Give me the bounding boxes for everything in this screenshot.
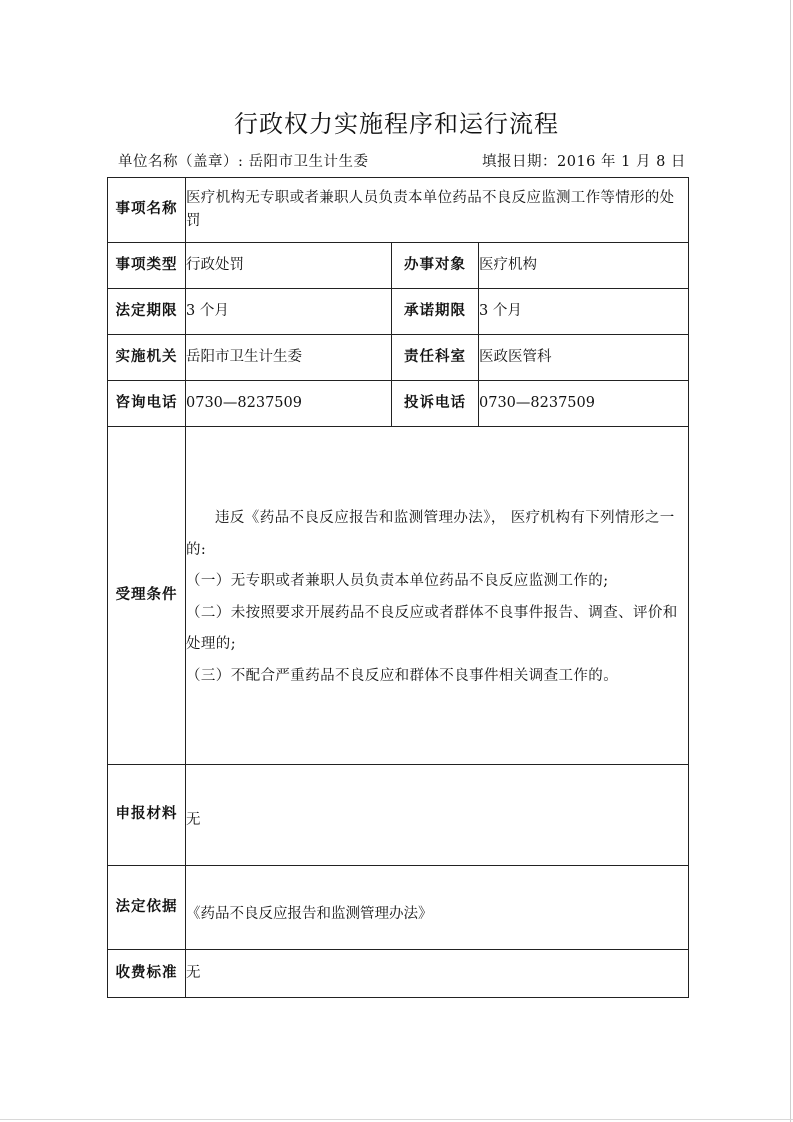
materials-label: 申报材料 xyxy=(108,765,186,866)
condition-item-2: （二）未按照要求开展药品不良反应或者群体不良事件报告、调查、评价和处理的; xyxy=(186,604,678,652)
promised-period-label: 承诺期限 xyxy=(392,289,479,335)
target-value: 医疗机构 xyxy=(479,243,689,289)
consult-phone-label: 咨询电话 xyxy=(108,381,186,427)
promised-period-value: 3 个月 xyxy=(479,289,689,335)
legal-basis-cell xyxy=(186,866,689,950)
info-table xyxy=(107,177,689,998)
condition-item-3: （三）不配合严重药品不良反应和群体不良事件相关调查工作的。 xyxy=(186,667,619,684)
conditions-value xyxy=(186,427,689,765)
row-legal-basis xyxy=(108,866,689,950)
condition-item-1: （一）无专职或者兼职人员负责本单位药品不良反应监测工作的; xyxy=(186,573,609,589)
fill-date: 填报日期：2016 年 1 月 8 日 xyxy=(482,154,686,170)
conditions-label: 受理条件 xyxy=(108,427,186,765)
complaint-phone-value: 0730—8237509 xyxy=(479,381,689,427)
legal-basis-value: 《药品不良反应报告和监测管理办法》 xyxy=(186,905,433,922)
row-item-type xyxy=(108,243,689,289)
materials-value: 无 xyxy=(186,812,201,829)
legal-period-value: 3 个月 xyxy=(186,289,392,335)
agency-value: 岳阳市卫生计生委 xyxy=(186,335,392,381)
row-agency xyxy=(108,335,689,381)
materials-cell xyxy=(186,765,689,866)
page-edge-bottom xyxy=(0,1119,793,1120)
department-value: 医政医管科 xyxy=(479,335,689,381)
row-conditions xyxy=(108,427,689,765)
row-fee xyxy=(108,950,689,998)
unit-name: 单位名称（盖章）: 岳阳市卫生计生委 xyxy=(118,154,369,170)
row-item-name xyxy=(108,178,689,243)
condition-intro: 违反《药品不良反应报告和监测管理办法》， 医疗机构有下列情形之一的: xyxy=(186,510,675,558)
legal-period-label: 法定期限 xyxy=(108,289,186,335)
item-type-label: 事项类型 xyxy=(108,243,186,289)
consult-phone-value: 0730—8237509 xyxy=(186,381,392,427)
agency-label: 实施机关 xyxy=(108,335,186,381)
item-type-value: 行政处罚 xyxy=(186,243,392,289)
row-materials xyxy=(108,765,689,866)
item-name-value: 医疗机构无专职或者兼职人员负责本单位药品不良反应监测工作等情形的处罚 xyxy=(186,178,689,243)
item-name-label: 事项名称 xyxy=(108,178,186,243)
target-label: 办事对象 xyxy=(392,243,479,289)
row-period xyxy=(108,289,689,335)
fee-label: 收费标准 xyxy=(108,950,186,998)
department-label: 责任科室 xyxy=(392,335,479,381)
legal-basis-label: 法定依据 xyxy=(108,866,186,950)
fee-value: 无 xyxy=(186,950,689,998)
page-edge-right xyxy=(790,0,791,1122)
row-phone xyxy=(108,381,689,427)
document-title: 行政权力实施程序和运行流程 xyxy=(234,110,559,138)
complaint-phone-label: 投诉电话 xyxy=(392,381,479,427)
